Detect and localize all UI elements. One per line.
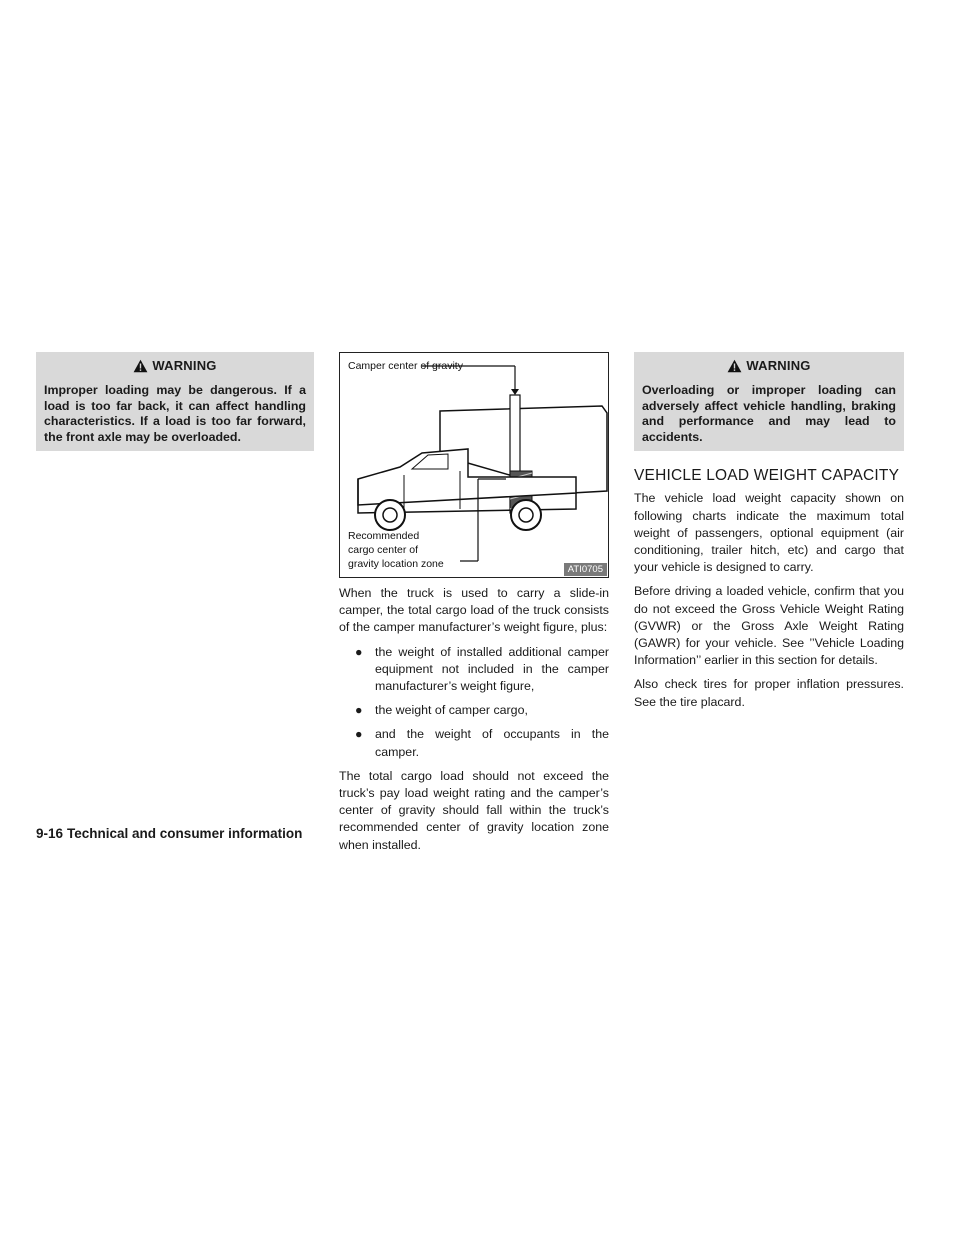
warning-box	[634, 352, 904, 451]
camper-figure	[339, 352, 609, 578]
chapter-title: Technical and consumer information	[67, 826, 303, 841]
page-number: 9-16	[36, 826, 64, 841]
list-item-text: the weight of installed additional camper equipment not included in the camper manufacturer’s weight figure,	[375, 644, 609, 694]
bullet-icon: ●	[355, 703, 363, 718]
figure-label-line: gravity location zone	[348, 558, 444, 570]
bullet-list	[339, 644, 609, 761]
warning-header	[36, 352, 314, 379]
body-paragraph: Also check tires for proper inflation pressures. See the tire placard.	[634, 677, 904, 709]
figure-label-cargo-zone	[348, 529, 444, 571]
figure-label-line: cargo center of	[348, 544, 419, 556]
right-column	[634, 352, 904, 711]
section-heading: VEHICLE LOAD WEIGHT CAPACITY	[634, 467, 900, 485]
middle-column	[339, 352, 609, 854]
warning-triangle-icon	[133, 359, 148, 373]
bullet-icon: ●	[355, 727, 363, 742]
figure-code: ATI0705	[564, 563, 607, 576]
warning-box	[36, 352, 314, 451]
list-item	[339, 726, 609, 760]
list-item-text: the weight of camper cargo,	[375, 703, 528, 718]
list-item-text: and the weight of occupants in the camper.	[375, 727, 609, 759]
page-footer	[36, 826, 302, 841]
bullet-icon: ●	[355, 644, 363, 659]
warning-header	[634, 352, 904, 379]
figure-label-camper-cog: Camper center of gravity	[348, 360, 463, 372]
warning-triangle-icon	[727, 359, 742, 373]
body-paragraph: The vehicle load weight capacity shown on following charts indicate the maximum total weight of passengers, optional equipment (air conditioning, trailer hitch, etc) and cargo that your vehicle is designed to carry.	[634, 491, 904, 575]
left-column	[36, 352, 314, 451]
warning-title: WARNING	[746, 358, 811, 373]
list-item	[339, 644, 609, 696]
warning-title: WARNING	[152, 358, 217, 373]
list-item	[339, 702, 609, 719]
warning-text: Improper loading may be dangerous. If a load is too far back, it can affect handling characteristics. If a load is too far forward, the front axle may be overloaded.	[44, 383, 306, 444]
intro-paragraph: When the truck is used to carry a slide-in camper, the total cargo load of the truck consists of the camper manufacturer’s weight figure, plus:	[339, 586, 609, 635]
body-paragraph: Before driving a loaded vehicle, confirm that you do not exceed the Gross Vehicle Weight Rating (GVWR) or the Gross Axle Weight Rating (GAWR) for your vehicle. See ’’Vehicle Loading Information’’ earlier in this section for details.	[634, 584, 904, 668]
figure-label-line: Recommended	[348, 530, 420, 542]
closing-paragraph: The total cargo load should not exceed the truck’s pay load weight rating and the camper’s center of gravity should fall within the truck’s recommended center of gravity location zone when installed.	[339, 768, 609, 852]
warning-text: Overloading or improper loading can adversely affect vehicle handling, braking and performance and may lead to accidents.	[642, 383, 896, 444]
